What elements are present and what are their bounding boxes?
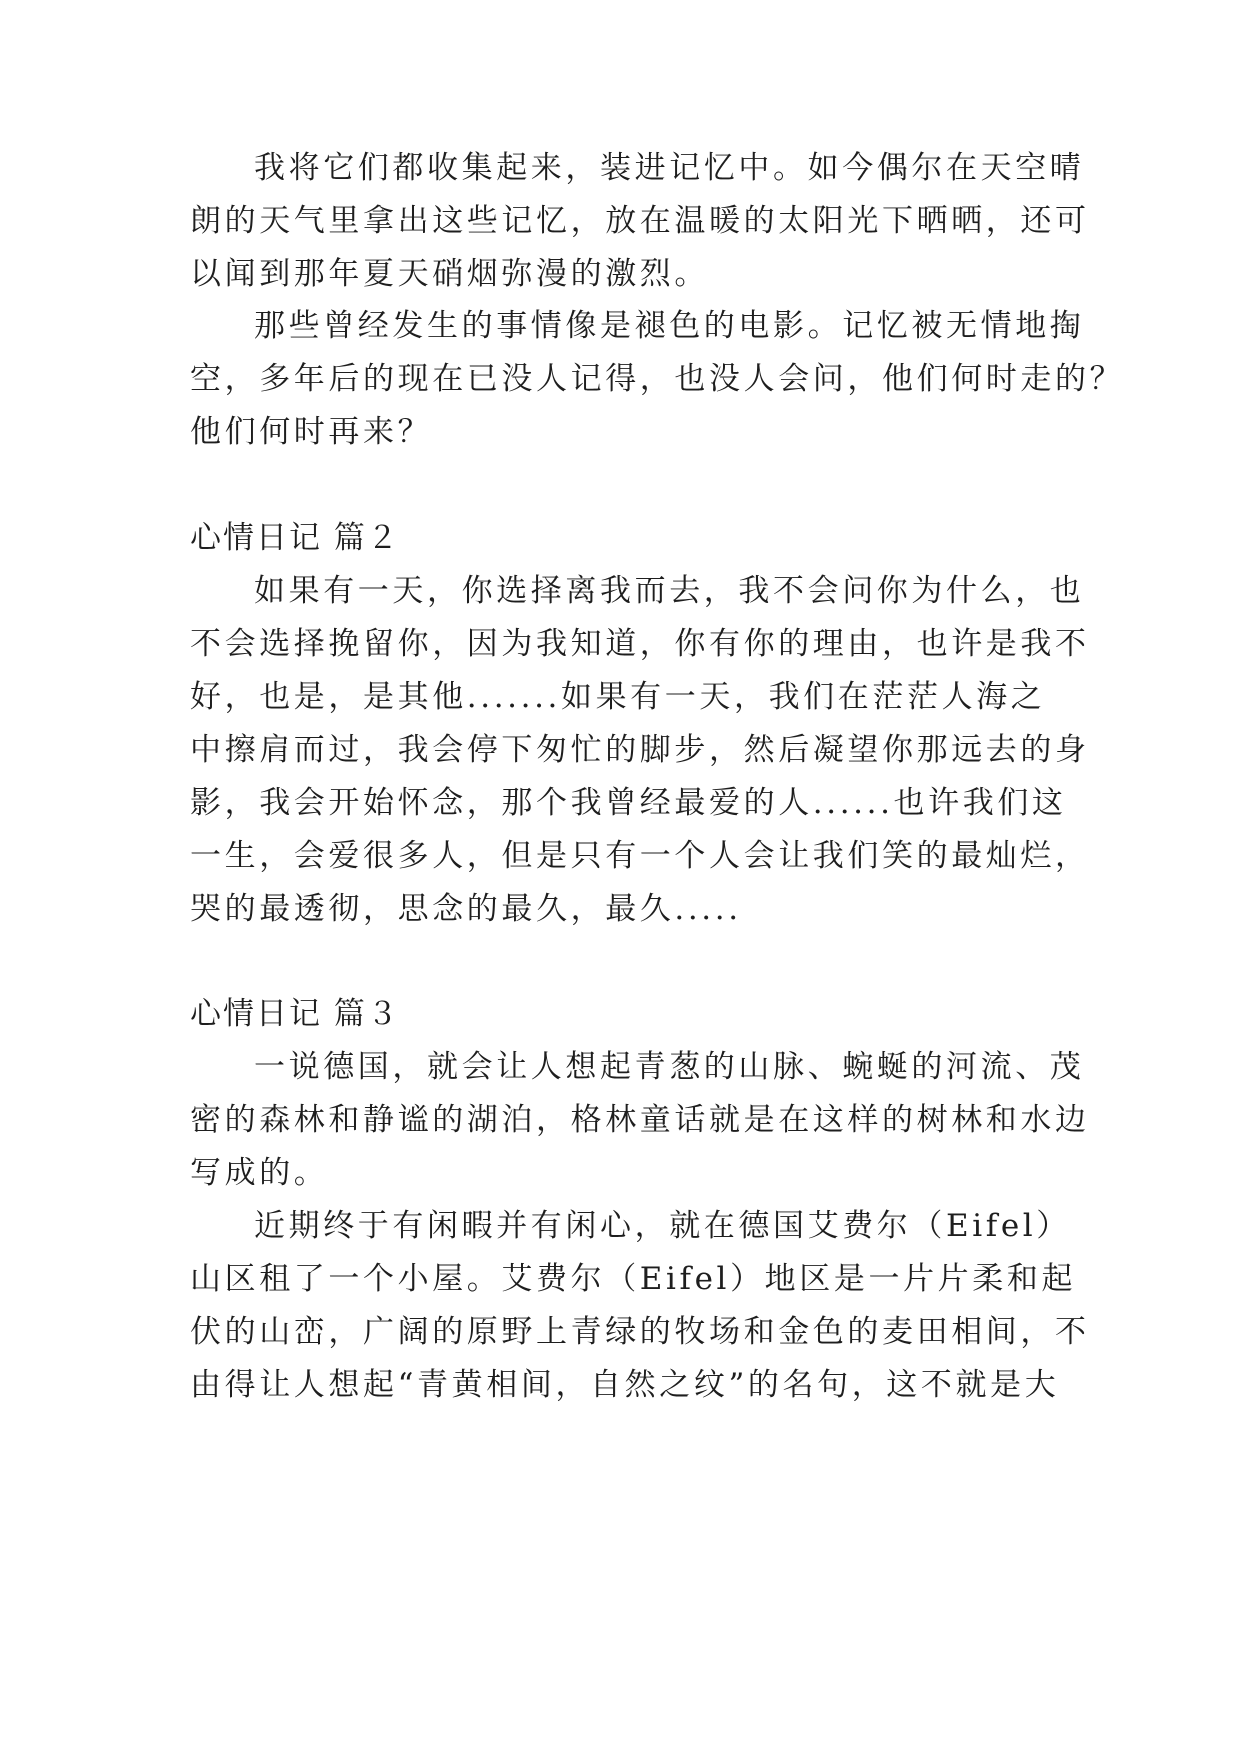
- section-heading: 心情日记 篇３: [190, 996, 400, 1032]
- paragraph-line: 由得让人想起“青黄相间，自然之纹”的名句，这不就是大: [190, 1367, 1060, 1403]
- paragraph-line: 一生，会爱很多人，但是只有一个人会让我们笑的最灿烂，: [190, 838, 1090, 874]
- paragraph-line: 哭的最透彻，思念的最久，最久.....: [190, 891, 742, 927]
- paragraph-line: 空，多年后的现在已没人记得，也没人会问，他们何时走的？: [190, 361, 1125, 397]
- paragraph-line: 如果有一天，你选择离我而去，我不会问你为什么，也: [254, 573, 1085, 609]
- paragraph-line: 好，也是，是其他.......如果有一天，我们在茫茫人海之: [190, 679, 1046, 715]
- paragraph-line: 近期终于有闲暇并有闲心，就在德国艾费尔（Eifel）: [254, 1208, 1071, 1244]
- paragraph-line: 山区租了一个小屋。艾费尔（Eifel）地区是一片片柔和起: [190, 1261, 1077, 1297]
- paragraph-line: 伏的山峦，广阔的原野上青绿的牧场和金色的麦田相间，不: [190, 1314, 1090, 1350]
- paragraph-line: 密的森林和静谧的湖泊，格林童话就是在这样的树林和水边: [190, 1102, 1090, 1138]
- paragraph-line: 影，我会开始怀念，那个我曾经最爱的人......也许我们这: [190, 785, 1067, 821]
- paragraph-line: 中擦肩而过，我会停下匆忙的脚步，然后凝望你那远去的身: [190, 732, 1090, 768]
- paragraph-line: 以闻到那年夏天硝烟弥漫的激烈。: [190, 256, 709, 292]
- paragraph-line: 写成的。: [190, 1155, 329, 1191]
- paragraph-line: 他们何时再来？: [190, 414, 433, 450]
- paragraph-line: 不会选择挽留你，因为我知道，你有你的理由，也许是我不: [190, 626, 1090, 662]
- section-heading: 心情日记 篇２: [190, 520, 400, 556]
- paragraph-line: 我将它们都收集起来，装进记忆中。如今偶尔在天空晴: [254, 150, 1085, 186]
- paragraph-line: 那些曾经发生的事情像是褪色的电影。记忆被无情地掏: [254, 308, 1085, 344]
- paragraph-line: 朗的天气里拿出这些记忆，放在温暖的太阳光下晒晒，还可: [190, 203, 1090, 239]
- paragraph-line: 一说德国，就会让人想起青葱的山脉、蜿蜒的河流、茂: [254, 1049, 1085, 1085]
